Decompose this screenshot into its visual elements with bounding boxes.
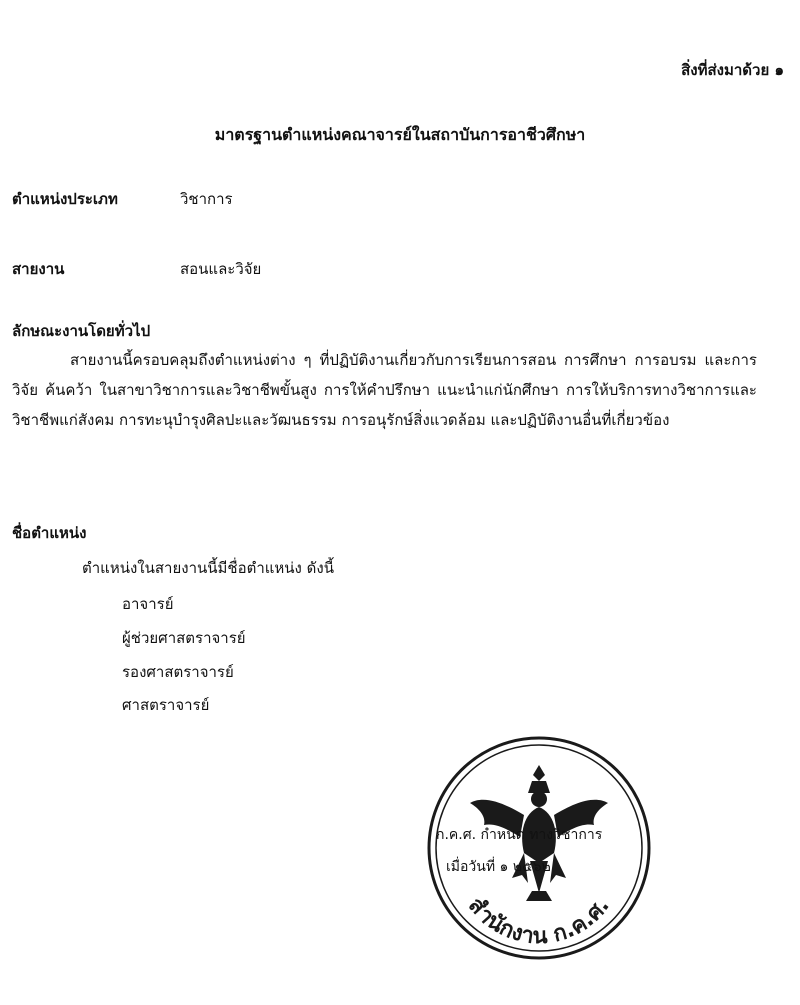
line-of-work-label: สายงาน — [12, 260, 65, 278]
signature-line-2: เมื่อวันที่ ๑ ๒๕๖๒ — [446, 859, 551, 875]
position-type-value: วิชาการ — [180, 190, 233, 208]
line-of-work-value: สอนและวิจัย — [180, 260, 262, 278]
svg-text:สำนักงาน ก.ค.ศ. — [463, 893, 615, 949]
position-item-assistant-professor: ผู้ช่วยศาสตราจารย์ — [122, 629, 246, 647]
description-body: สายงานนี้ครอบคลุมถึงตำแหน่งต่าง ๆ ที่ปฏิบัติงานเกี่ยวกับการเรียนการสอน การศึกษา การอบรม และการวิจัย ค้นคว้า ในสาขาวิชาการและวิชาชีพขั้นสูง การให้คำปรึกษา แนะนำแก่นักศึกษา การให้บริการทางวิชาการและวิชาชีพแก่สังคม การทะนุบำรุงศิลปะและวัฒนธรรม การอนุรักษ์สิ่งแวดล้อม และปฏิบัติงานอื่นที่เกี่ยวข้อง — [12, 351, 757, 429]
position-titles-heading: ชื่อตำแหน่ง — [12, 524, 87, 542]
document-title: มาตรฐานตำแหน่งคณาจารย์ในสถาบันการอาชีวศึกษา — [214, 125, 586, 144]
signature-line-1: ก.ค.ศ. กำหนด ทางวิชาการ — [436, 827, 603, 843]
position-item-associate-professor: รองศาสตราจารย์ — [122, 663, 234, 681]
attachment-note: สิ่งที่ส่งมาด้วย ๑ — [681, 61, 784, 79]
position-type-label: ตำแหน่งประเภท — [12, 190, 118, 208]
position-item-lecturer: อาจารย์ — [122, 595, 174, 613]
garuda-seal-icon — [424, 733, 654, 963]
position-item-professor: ศาสตราจารย์ — [122, 696, 210, 714]
seal-text: สำนักงาน ก.ค.ศ. — [463, 892, 615, 950]
position-titles-intro: ตำแหน่งในสายงานนี้มีชื่อตำแหน่ง ดังนี้ — [82, 559, 334, 577]
description-heading: ลักษณะงานโดยทั่วไป — [12, 322, 151, 340]
